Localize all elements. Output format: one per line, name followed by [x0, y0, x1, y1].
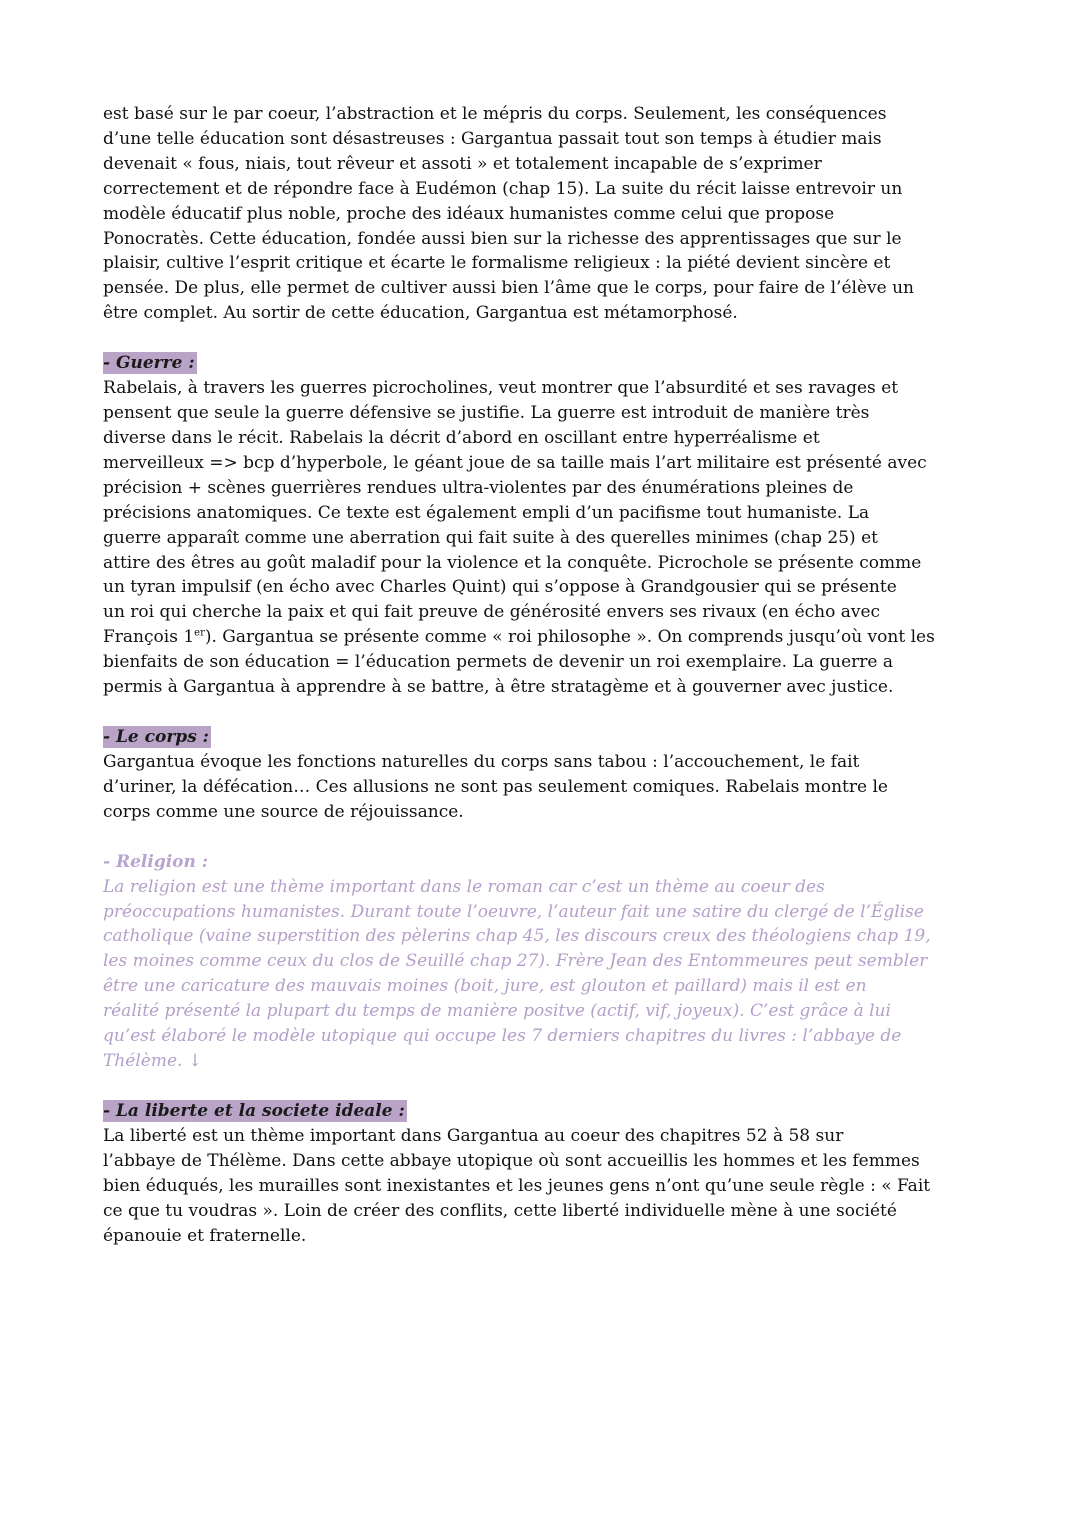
liberte-section — [103, 1099, 983, 1249]
spacer — [103, 700, 983, 725]
spacer — [103, 326, 983, 351]
religion-heading: - Religion : — [103, 851, 209, 872]
guerre-section — [103, 351, 983, 700]
liberte-heading: - La liberte et la societe ideale : — [103, 1100, 405, 1121]
intro-section — [103, 102, 983, 326]
guerre-paragraph — [103, 376, 983, 700]
religion-section — [103, 850, 983, 1074]
corps-paragraph: Gargantua évoque les fonctions naturelles du corps sans tabou : l’accouchement, le fait d’uriner, la défécation… Ces allusions ne sont pas seulement comiques. Rabelais montre le corps comme une source de réjouissance. — [103, 751, 888, 822]
liberte-paragraph: La liberté est un thème important dans Gargantua au coeur des chapitres 52 à 58 sur l’abbaye de Thélème. Dans cette abbaye utopique où sont accueillis les hommes et les femmes bien éduqués, les murailles sont inexistantes et les jeunes gens n’ont qu’une seule règle : « Fait ce que tu voudras ». Loin de créer des conflits, cette liberté individuelle mène à une société épanouie et fraternelle. — [103, 1125, 931, 1246]
guerre-text-part2: ). Gargantua se présente comme « roi philosophe ». On comprends jusqu’où vont les bienfaits de son éducation = l’éducation permets de devenir un roi exemplaire. La guerre a permis à Gargantua à apprendre à se battre, à être stratagème et à gouverner avec justice. — [103, 627, 935, 698]
corps-heading: - Le corps : — [103, 726, 209, 747]
corps-section — [103, 725, 983, 825]
spacer — [103, 825, 983, 850]
religion-paragraph: La religion est une thème important dans le roman car c’est un thème au coeur des préoccupations humanistes. Durant toute l’oeuvre, l’auteur fait une satire du clergé de l’Église catholique (vaine superstition des pèlerins chap 45, les discours creux des théologiens chap 19, les moines comme ceux du clos de Seuillé chap 27). Frère Jean des Entommeures peut sembler être une caricature des mauvais moines (boit, jure, est glouton et paillard) mais il est en réalité présenté la plupart du temps de manière positve (actif, vif, joyeux). C’est grâce à lui qu’est élaboré le modèle utopique qui occupe les 7 derniers chapitres du livres : l’abbaye de Thélème. ↓ — [103, 876, 931, 1071]
document-page — [103, 102, 983, 1248]
spacer — [103, 1074, 983, 1099]
guerre-superscript: er — [194, 627, 205, 639]
guerre-text-part1: Rabelais, à travers les guerres picrocholines, veut montrer que l’absurdité et ses ravages et pensent que seule la guerre défensive se justifie. La guerre est introduit de manière très diverse dans le récit. Rabelais la décrit d’abord en oscillant entre hyperréalisme et merveilleux => bcp d’hyperbole, le géant joue de sa taille mais l’art militaire est présenté avec précision + scènes guerrières rendues ultra-violentes par des énumérations pleines de précisions anatomiques. Ce texte est également empli d’un pacifisme tout humaniste. La guerre apparaît comme une aberration qui fait suite à des querelles minimes (chap 25) et attire des êtres au goût maladif pour la violence et la conquête. Picrochole se présente comme un tyran impulsif (en écho avec Charles Quint) qui s’oppose à Grandgousier qui se présente un roi qui cherche la paix et qui fait preuve de générosité envers ses rivaux (en écho avec François 1 — [103, 378, 927, 648]
intro-paragraph: est basé sur le par coeur, l’abstraction et le mépris du corps. Seulement, les conséquences d’une telle éducation sont désastreuses : Gargantua passait tout son temps à étudier mais devenait « fous, niais, tout rêveur et assoti » et totalement incapable de s’exprimer correctement et de répondre face à Eudémon (chap 15). La suite du récit laisse entrevoir un modèle éducatif plus noble, proche des idéaux humanistes comme celui que propose Ponocratès. Cette éducation, fondée aussi bien sur la richesse des apprentissages que sur le plaisir, cultive l’esprit critique et écarte le formalisme religieux : la piété devient sincère et pensée. De plus, elle permet de cultiver aussi bien l’âme que le corps, pour faire de l’élève un être complet. Au sortir de cette éducation, Gargantua est métamorphosé. — [103, 104, 914, 324]
guerre-heading: - Guerre : — [103, 353, 195, 374]
